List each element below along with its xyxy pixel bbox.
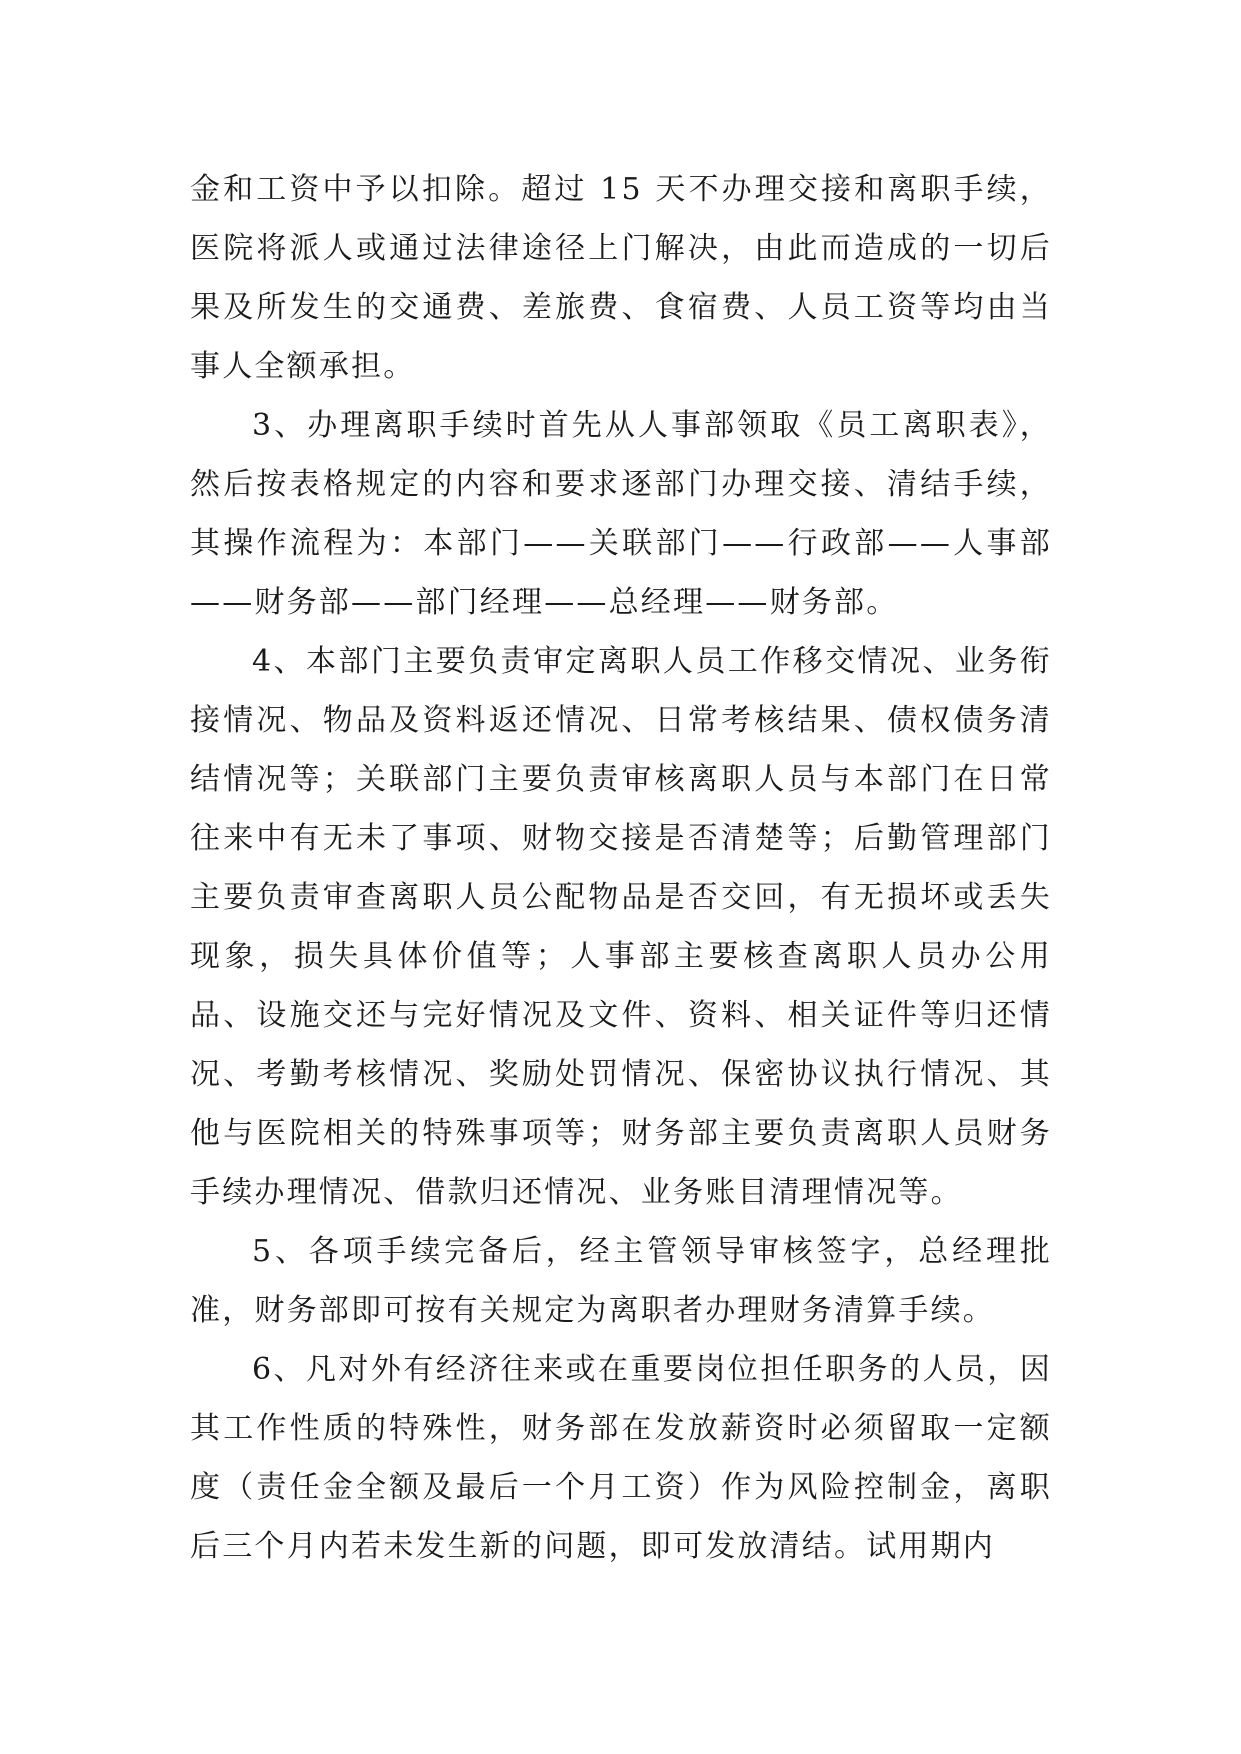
paragraph-item-5: 5、各项手续完备后，经主管领导审核签字，总经理批准，财务部即可按有关规定为离职者办理财务清算手续。 [190,1234,1052,1328]
paragraph-item-3: 3、办理离职手续时首先从人事部领取《员工离职表》，然后按表格规定的内容和要求逐部门办理交接、清结手续，其操作流程为：本部门——关联部门——行政部——人事部——财务部——部门经理——总经理——财务部。 [190,408,1052,620]
document-body [190,160,1052,1576]
paragraph-continuation: 金和工资中予以扣除。超过 15 天不办理交接和离职手续，医院将派人或通过法律途径上门解决，由此而造成的一切后果及所发生的交通费、差旅费、食宿费、人员工资等均由当事人全额承担。 [190,172,1052,384]
paragraph-item-6: 6、凡对外有经济往来或在重要岗位担任职务的人员，因其工作性质的特殊性，财务部在发放薪资时必须留取一定额度（责任金全额及最后一个月工资）作为风险控制金，离职后三个月内若未发生新的问题，即可发放清结。试用期内 [190,1352,1052,1564]
paragraph-item-4: 4、本部门主要负责审定离职人员工作移交情况、业务衔接情况、物品及资料返还情况、日常考核结果、债权债务清结情况等；关联部门主要负责审核离职人员与本部门在日常往来中有无未了事项、财物交接是否清楚等；后勤管理部门主要负责审查离职人员公配物品是否交回，有无损坏或丢失现象，损失具体价值等；人事部主要核查离职人员办公用品、设施交还与完好情况及文件、资料、相关证件等归还情况、考勤考核情况、奖励处罚情况、保密协议执行情况、其他与医院相关的特殊事项等；财务部主要负责离职人员财务手续办理情况、借款归还情况、业务账目清理情况等。 [190,644,1052,1210]
